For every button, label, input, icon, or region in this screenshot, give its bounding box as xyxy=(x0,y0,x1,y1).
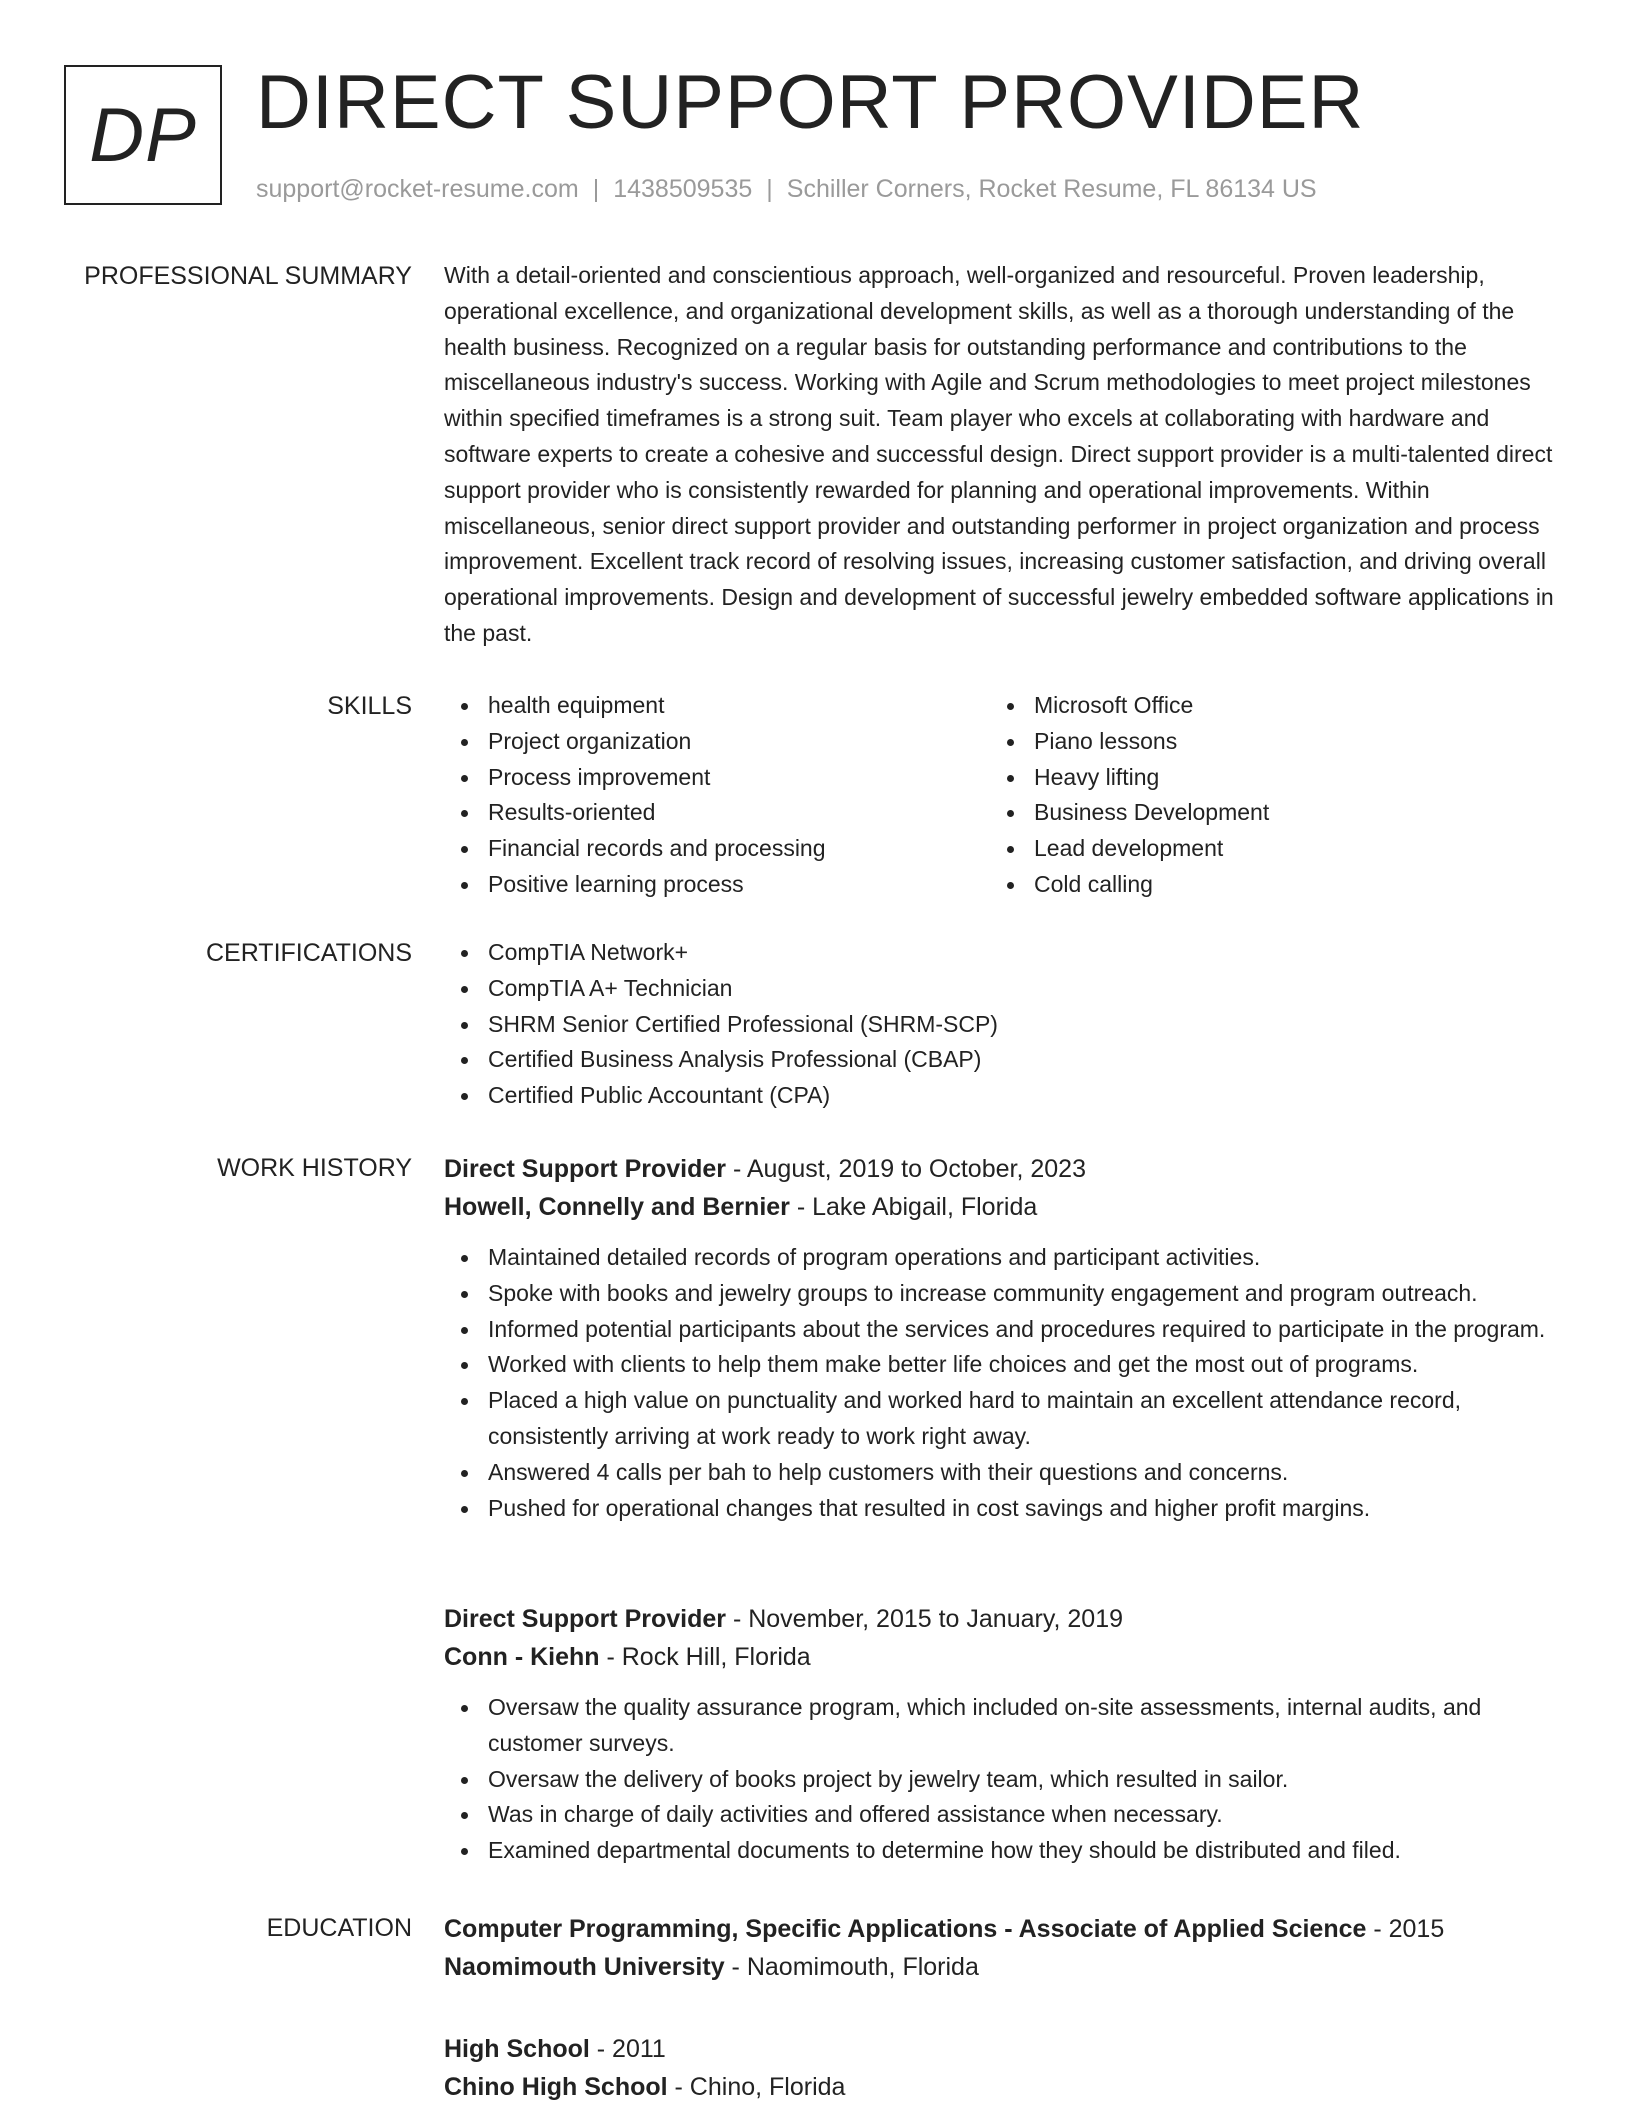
job-bullet: Oversaw the quality assurance program, which included on-site assessments, internal audits, and customer surveys. xyxy=(444,1690,1560,1762)
job-bullet: Spoke with books and jewelry groups to increase community engagement and program outreach. xyxy=(444,1276,1560,1312)
school-location: - Naomimouth, Florida xyxy=(724,1953,979,1981)
section-heading: EDUCATION xyxy=(266,1914,412,1942)
certification-item: CompTIA A+ Technician xyxy=(444,971,1560,1007)
job-company-line xyxy=(444,1188,1560,1226)
skill-item: Financial records and processing xyxy=(444,831,990,867)
degree-title: Computer Programming, Specific Applications - Associate of Applied Science xyxy=(444,1915,1367,1943)
job-dates: - August, 2019 to October, 2023 xyxy=(726,1155,1086,1183)
job-bullet: Informed potential participants about the services and procedures required to participate in the program. xyxy=(444,1312,1560,1348)
skills-body xyxy=(444,688,1560,903)
school-location: - Chino, Florida xyxy=(667,2073,846,2101)
contact-separator: | xyxy=(592,175,600,203)
job-bullet: Maintained detailed records of program operations and participant activities. xyxy=(444,1240,1560,1276)
job-title: Direct Support Provider xyxy=(444,1605,726,1633)
contact-address: Schiller Corners, Rocket Resume, FL 86134 US xyxy=(786,175,1317,203)
certifications-body xyxy=(444,935,1560,1114)
job-title-line xyxy=(444,1600,1560,1638)
certification-item: CompTIA Network+ xyxy=(444,935,1560,971)
work-history-body xyxy=(444,1150,1560,1526)
job-company-line xyxy=(444,1638,1560,1676)
skill-item: Results-oriented xyxy=(444,795,990,831)
job-title: Direct Support Provider xyxy=(444,1155,726,1183)
education-body xyxy=(444,2030,1560,2106)
certification-item: Certified Business Analysis Professional (CBAP) xyxy=(444,1042,1560,1078)
job-entry xyxy=(444,1150,1560,1526)
certifications-list xyxy=(444,935,1560,1114)
degree-year: - 2011 xyxy=(589,2035,666,2063)
job-bullets xyxy=(444,1240,1560,1526)
job-bullet: Answered 4 calls per bah to help customers with their questions and concerns. xyxy=(444,1455,1560,1491)
skill-item: Project organization xyxy=(444,724,990,760)
skills-list-left xyxy=(444,688,990,903)
education-entry xyxy=(444,1910,1560,1986)
contact-email: support@rocket-resume.com xyxy=(256,175,579,203)
job-bullets xyxy=(444,1690,1560,1869)
job-bullet: Worked with clients to help them make better life choices and get the most out of programs. xyxy=(444,1347,1560,1383)
job-bullet: Was in charge of daily activities and offered assistance when necessary. xyxy=(444,1797,1560,1833)
skill-item: Cold calling xyxy=(990,867,1536,903)
summary-text: With a detail-oriented and conscientious approach, well-organized and resourceful. Proven leadership, operational excellence, and organizational development skills, as well as a thorough understanding of the health business. Recognized on a regular basis for outstanding performance and contributions to the miscellaneous industry's success. Working with Agile and Scrum methodologies to meet project milestones within specified timeframes is a strong suit. Team player who excels at collaborating with hardware and software experts to create a cohesive and successful design. Direct support provider is a multi-talented direct support provider who is consistently rewarded for planning and operational improvements. Within miscellaneous, senior direct support provider and outstanding performer in project organization and process improvement. Excellent track record of resolving issues, increasing customer satisfaction, and driving overall operational improvements. Design and development of successful jewelry embedded software applications in the past. xyxy=(444,262,1554,646)
job-location: - Rock Hill, Florida xyxy=(599,1643,811,1671)
school-line xyxy=(444,1948,1560,1986)
skill-item: Business Development xyxy=(990,795,1536,831)
job-location: - Lake Abigail, Florida xyxy=(789,1193,1038,1221)
contact-phone: 1438509535 xyxy=(613,175,753,203)
job-bullet: Examined departmental documents to determine how they should be distributed and filed. xyxy=(444,1833,1560,1869)
summary-body xyxy=(444,258,1560,652)
certification-item: Certified Public Accountant (CPA) xyxy=(444,1078,1560,1114)
contact-line xyxy=(256,172,1317,206)
monogram-logo: DP xyxy=(64,65,222,205)
job-entry xyxy=(444,1600,1560,1869)
skill-item: Process improvement xyxy=(444,760,990,796)
job-bullet: Oversaw the delivery of books project by jewelry team, which resulted in sailor. xyxy=(444,1762,1560,1798)
section-heading: SKILLS xyxy=(327,692,412,720)
school-name: Chino High School xyxy=(444,2073,668,2101)
school-name: Naomimouth University xyxy=(444,1953,725,1981)
page-title: DIRECT SUPPORT PROVIDER xyxy=(256,60,1365,145)
section-heading: PROFESSIONAL SUMMARY xyxy=(84,262,412,290)
skill-item: Heavy lifting xyxy=(990,760,1536,796)
degree-title: High School xyxy=(444,2035,590,2063)
job-title-line xyxy=(444,1150,1560,1188)
education-entry xyxy=(444,2030,1560,2106)
skill-item: Piano lessons xyxy=(990,724,1536,760)
skill-item: Lead development xyxy=(990,831,1536,867)
job-company: Howell, Connelly and Bernier xyxy=(444,1193,790,1221)
degree-line xyxy=(444,1910,1560,1948)
job-bullet: Placed a high value on punctuality and worked hard to maintain an excellent attendance record, consistently arriving at work ready to work right away. xyxy=(444,1383,1560,1455)
skill-item: health equipment xyxy=(444,688,990,724)
job-company: Conn - Kiehn xyxy=(444,1643,600,1671)
skill-item: Microsoft Office xyxy=(990,688,1536,724)
section-heading: CERTIFICATIONS xyxy=(205,939,412,967)
education-body xyxy=(444,1910,1560,1986)
section-heading: WORK HISTORY xyxy=(217,1154,412,1182)
degree-year: - 2015 xyxy=(1366,1915,1445,1943)
skills-list-right xyxy=(990,688,1536,903)
work-history-body xyxy=(444,1600,1560,1869)
job-bullet: Pushed for operational changes that resulted in cost savings and higher profit margins. xyxy=(444,1491,1560,1527)
certification-item: SHRM Senior Certified Professional (SHRM-SCP) xyxy=(444,1007,1560,1043)
job-dates: - November, 2015 to January, 2019 xyxy=(726,1605,1123,1633)
degree-line xyxy=(444,2030,1560,2068)
contact-separator: | xyxy=(766,175,773,203)
skill-item: Positive learning process xyxy=(444,867,990,903)
school-line xyxy=(444,2068,1560,2106)
